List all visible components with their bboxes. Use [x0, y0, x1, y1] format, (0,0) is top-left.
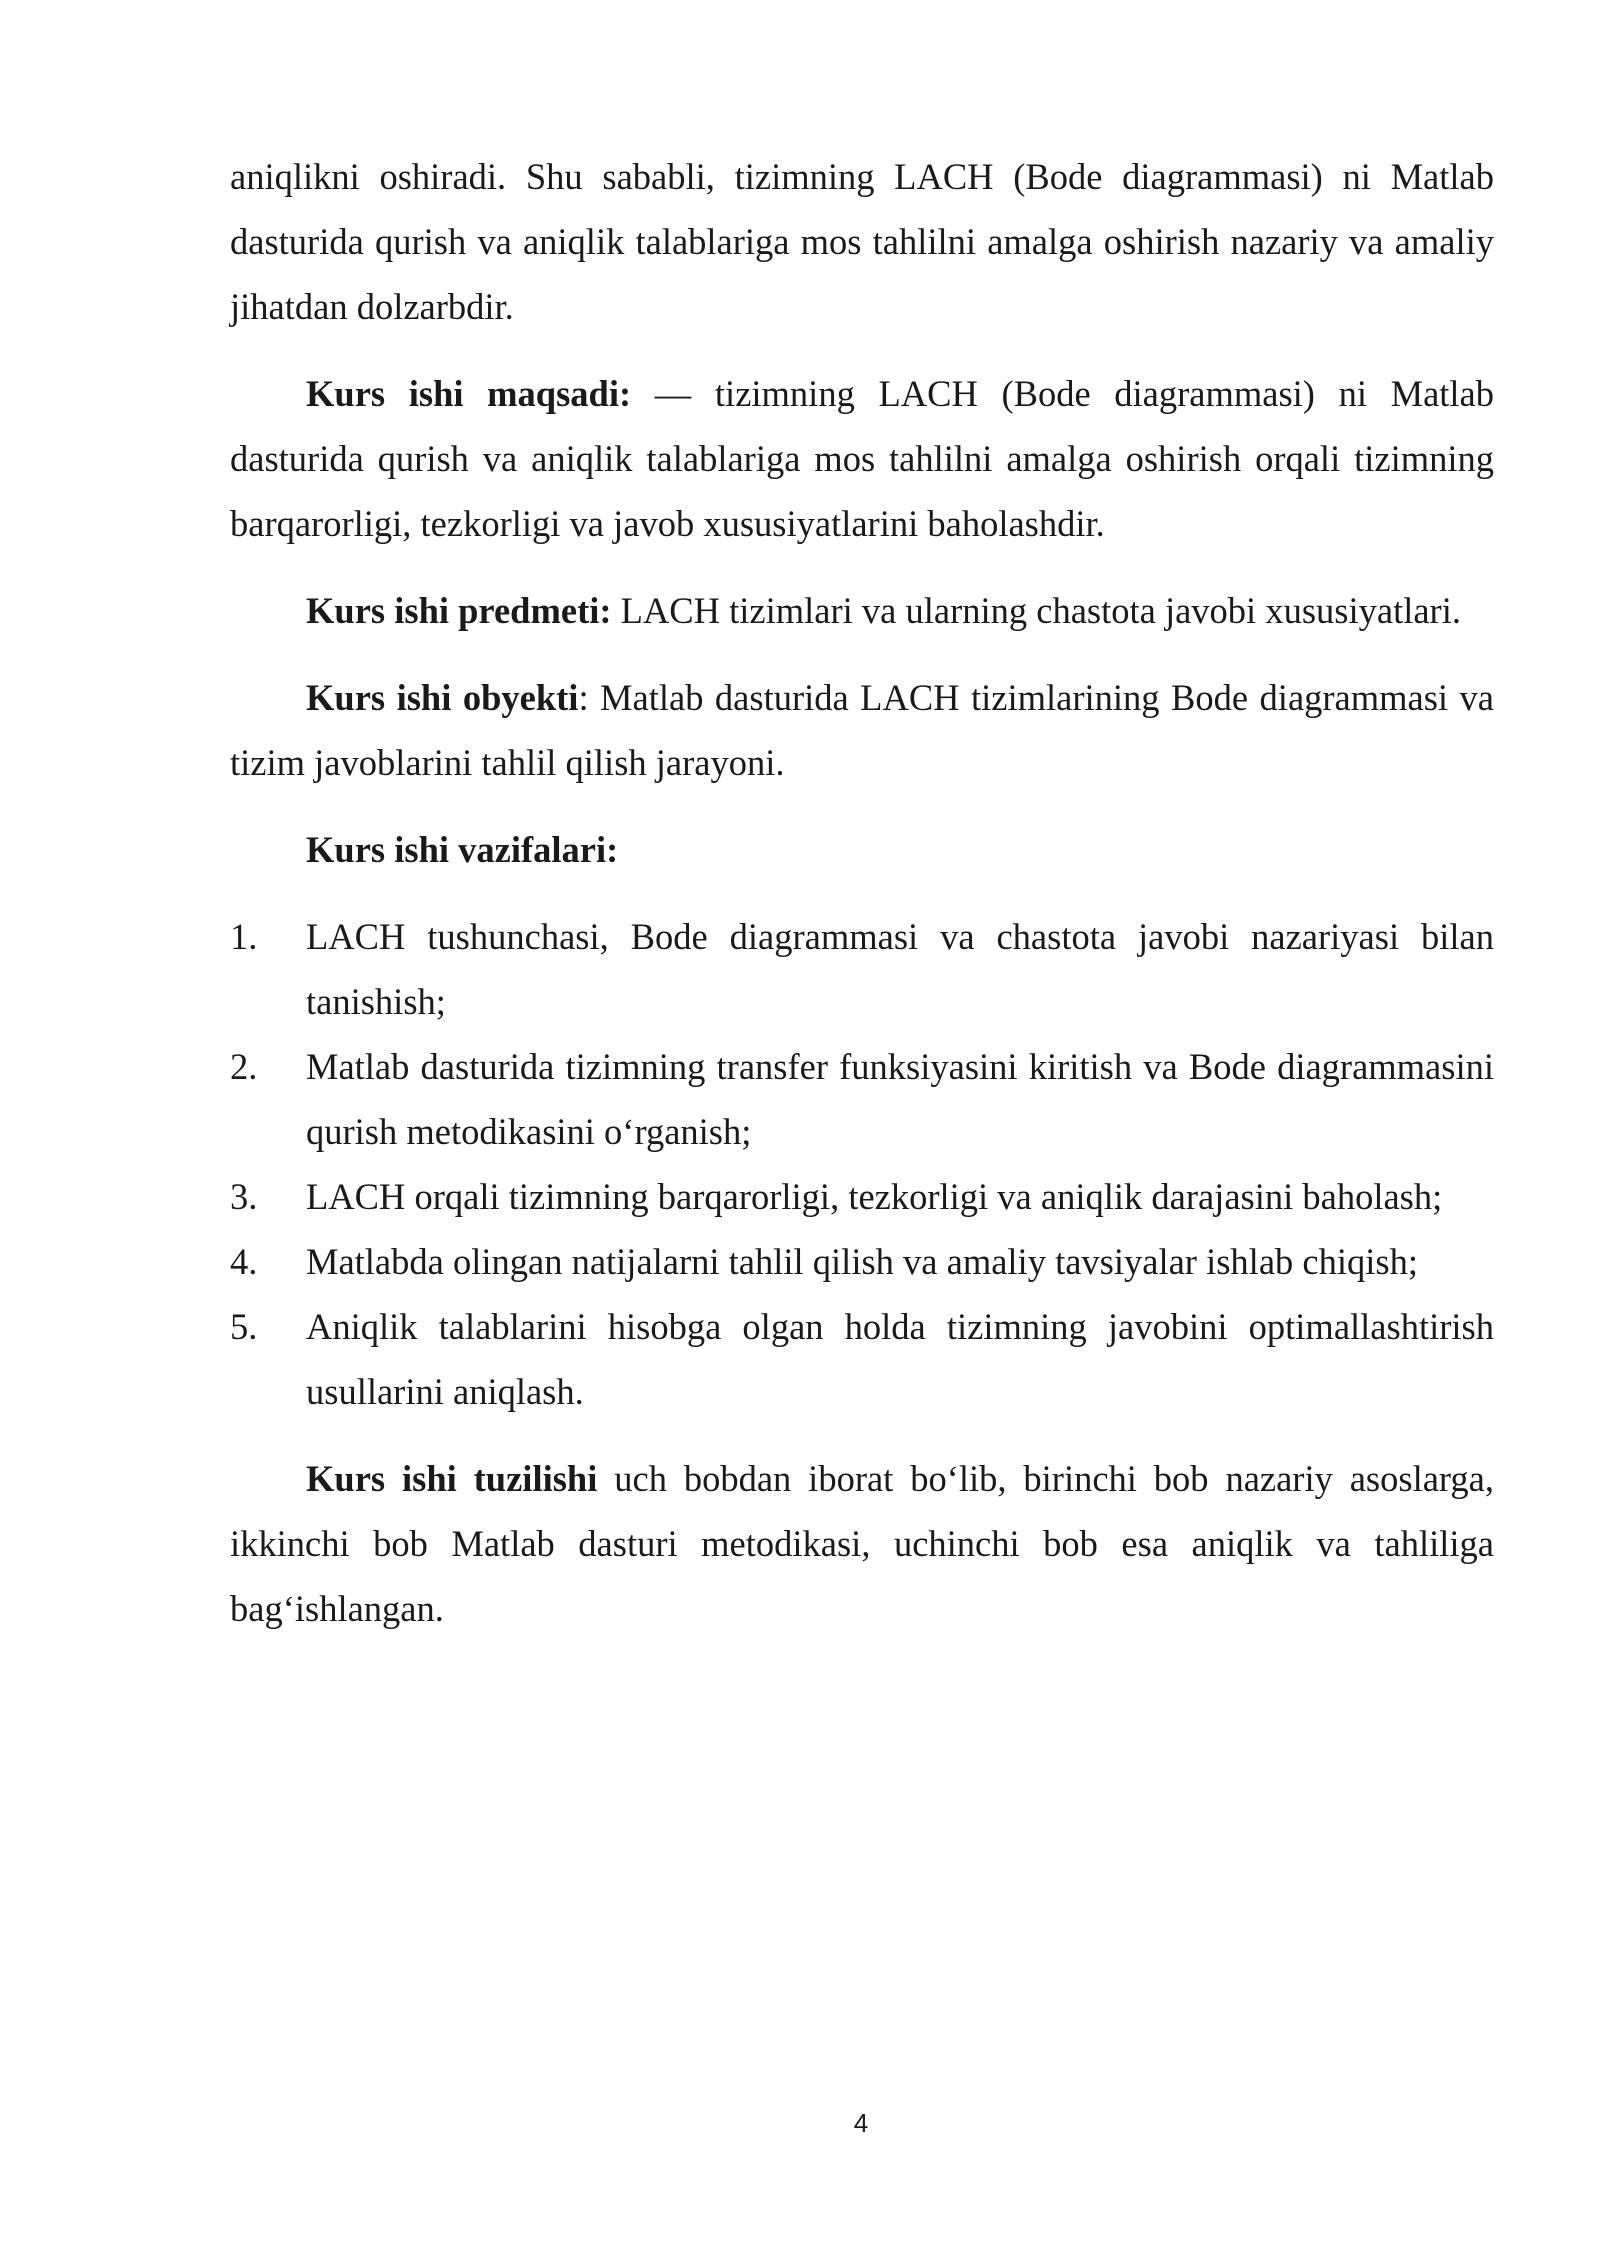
list-item-number: 5.	[230, 1306, 258, 1347]
tasks-heading-label: Kurs ishi vazifalari:	[306, 829, 619, 870]
tasks-list	[230, 904, 1494, 1424]
list-item	[230, 1229, 1494, 1294]
list-item-text: Aniqlik talablarini hisobga olgan holda tizimning javobini optimallashtirish usullarini aniqlash.	[306, 1306, 1494, 1412]
aim-paragraph	[230, 361, 1494, 556]
subject-label: Kurs ishi predmeti:	[306, 590, 612, 631]
intro-paragraph: aniqlikni oshiradi. Shu sababli, tizimning LACH (Bode diagrammasi) ni Matlab dasturida qurish va aniqlik talablariga mos tahlilni amalga oshirish nazariy va amaliy jihatdan dolzarbdir.	[230, 156, 1494, 327]
subject-paragraph	[230, 578, 1494, 643]
subject-text: LACH tizimlari va ularning chastota javobi xususiyatlari.	[611, 590, 1461, 631]
page-number: 4	[853, 2108, 869, 2138]
structure-text: uch bobdan iborat bo‘lib, birinchi bob nazariy asoslarga, ikkinchi bob Matlab dasturi metodikasi, uchinchi bob esa aniqlik va tahliliga bag‘ishlangan.	[230, 1458, 1494, 1629]
list-item-text: LACH orqali tizimning barqarorligi, tezkorligi va aniqlik darajasini baholash;	[306, 1176, 1443, 1217]
aim-text: — tizimning LACH (Bode diagrammasi) ni Matlab dasturida qurish va aniqlik talablariga mos tahlilni amalga oshirish orqali tizimning barqarorligi, tezkorligi va javob xususiyatlarini baholashdir.	[230, 373, 1495, 544]
list-item	[230, 1034, 1494, 1164]
object-paragraph	[230, 665, 1494, 795]
list-item-text: Matlab dasturida tizimning transfer funksiyasini kiritish va Bode diagrammasini qurish metodikasini o‘rganish;	[306, 1046, 1494, 1152]
list-item-number: 1.	[230, 916, 258, 957]
object-label: Kurs ishi obyekti	[306, 677, 579, 718]
aim-label: Kurs ishi maqsadi:	[306, 373, 632, 414]
list-item-text: LACH tushunchasi, Bode diagrammasi va chastota javobi nazariyasi bilan tanishish;	[306, 916, 1494, 1022]
structure-paragraph	[230, 1446, 1494, 1641]
list-item	[230, 1164, 1494, 1229]
list-item-text: Matlabda olingan natijalarni tahlil qilish va amaliy tavsiyalar ishlab chiqish;	[306, 1241, 1418, 1282]
list-item-number: 2.	[230, 1046, 258, 1087]
list-item-number: 4.	[230, 1241, 258, 1282]
document-page	[230, 144, 1494, 1641]
object-text: : Matlab dasturida LACH tizimlarining Bode diagrammasi va tizim javoblarini tahlil qilish jarayoni.	[230, 677, 1494, 783]
list-item	[230, 904, 1494, 1034]
list-item-number: 3.	[230, 1176, 258, 1217]
list-item	[230, 1294, 1494, 1424]
tasks-heading	[230, 817, 1494, 882]
structure-label: Kurs ishi tuzilishi	[306, 1458, 598, 1499]
